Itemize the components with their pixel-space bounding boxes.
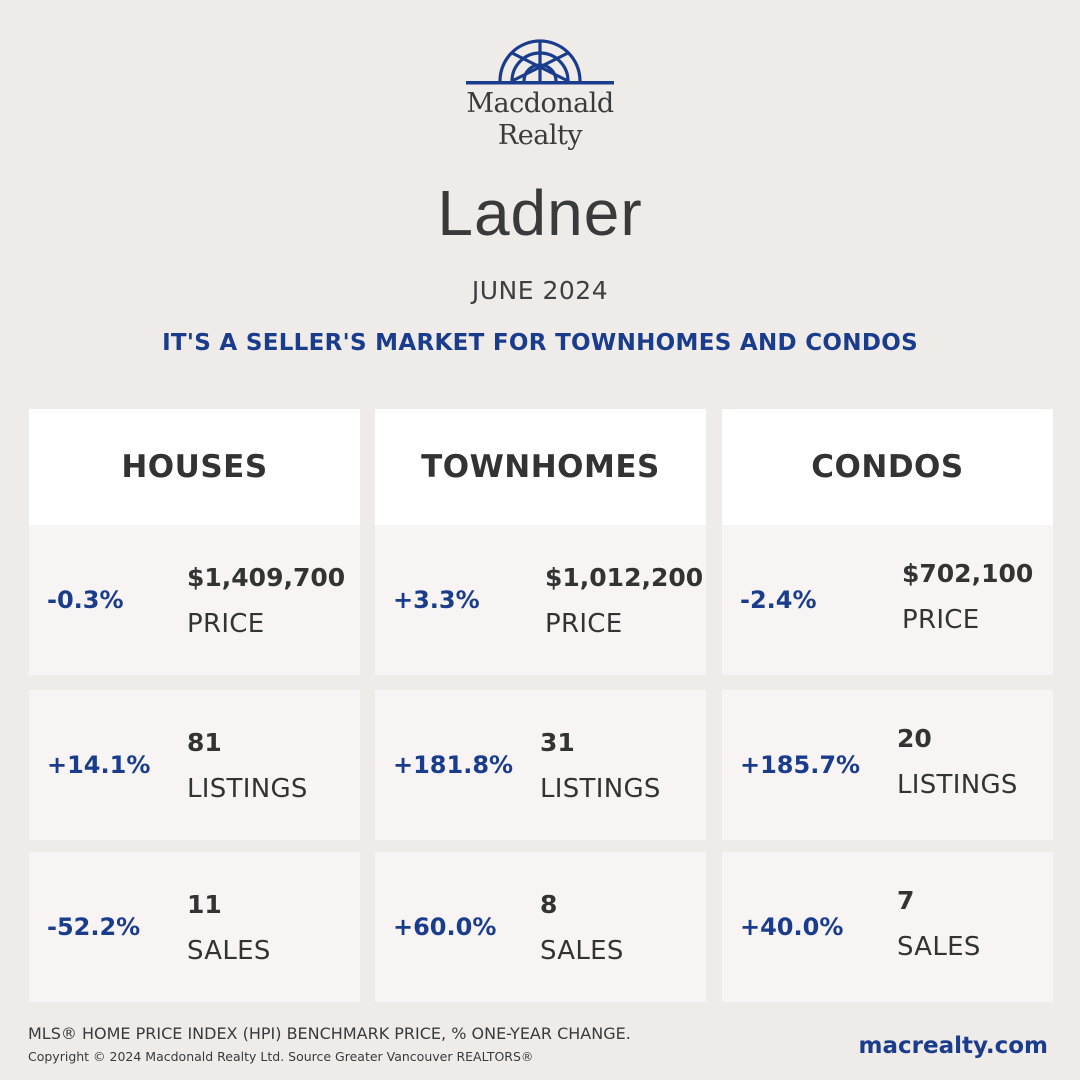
price-change: +3.3% [393,586,480,614]
listings-label: LISTINGS [187,774,308,804]
sales-label: SALES [897,932,981,962]
price-label: PRICE [545,609,623,639]
sales-change: -52.2% [47,913,141,941]
column-heading: TOWNHOMES [375,409,706,525]
column-heading: CONDOS [722,409,1053,525]
sales-cell [29,852,360,1002]
listings-value: 81 [187,728,222,757]
sales-value: 7 [897,886,915,915]
brand-logo [460,38,620,163]
website-link[interactable]: macrealty.com [858,1033,1048,1059]
sales-value: 11 [187,890,222,919]
price-value: $702,100 [902,559,1034,588]
listings-label: LISTINGS [540,774,661,804]
price-value: $1,409,700 [187,563,346,592]
footer-note: MLS® HOME PRICE INDEX (HPI) BENCHMARK PRICE, % ONE-YEAR CHANGE. [28,1024,631,1043]
listings-value: 31 [540,728,575,757]
price-cell [722,525,1053,675]
listings-cell [29,690,360,840]
sales-cell [722,852,1053,1002]
brand-name-line1: Macdonald [466,88,614,119]
brand-name-line2: Realty [497,120,583,151]
listings-cell [375,690,706,840]
sales-value: 8 [540,890,558,919]
listings-change: +14.1% [47,751,151,779]
brand-emblem-icon [462,38,618,88]
listings-change: +181.8% [393,751,514,779]
price-change: -0.3% [47,586,124,614]
footer-copyright: Copyright © 2024 Macdonald Realty Ltd. Source Greater Vancouver REALTORS® [28,1049,534,1064]
price-label: PRICE [187,609,265,639]
price-value: $1,012,200 [545,563,704,592]
sales-change: +40.0% [740,913,844,941]
listings-label: LISTINGS [897,770,1018,800]
sales-change: +60.0% [393,913,497,941]
sales-label: SALES [187,936,271,966]
listings-value: 20 [897,724,932,753]
price-cell [375,525,706,675]
price-change: -2.4% [740,586,817,614]
market-headline: IT'S A SELLER'S MARKET FOR TOWNHOMES AND CONDOS [162,330,918,356]
price-label: PRICE [902,605,980,635]
houses-column [29,409,360,966]
listings-cell [722,690,1053,840]
sales-label: SALES [540,936,624,966]
sales-cell [375,852,706,1002]
price-cell [29,525,360,675]
column-heading: HOUSES [29,409,360,525]
report-date: JUNE 2024 [471,276,609,305]
page-title: Ladner [437,177,643,249]
listings-change: +185.7% [740,751,861,779]
townhomes-column [375,409,706,966]
condos-column [722,409,1053,962]
